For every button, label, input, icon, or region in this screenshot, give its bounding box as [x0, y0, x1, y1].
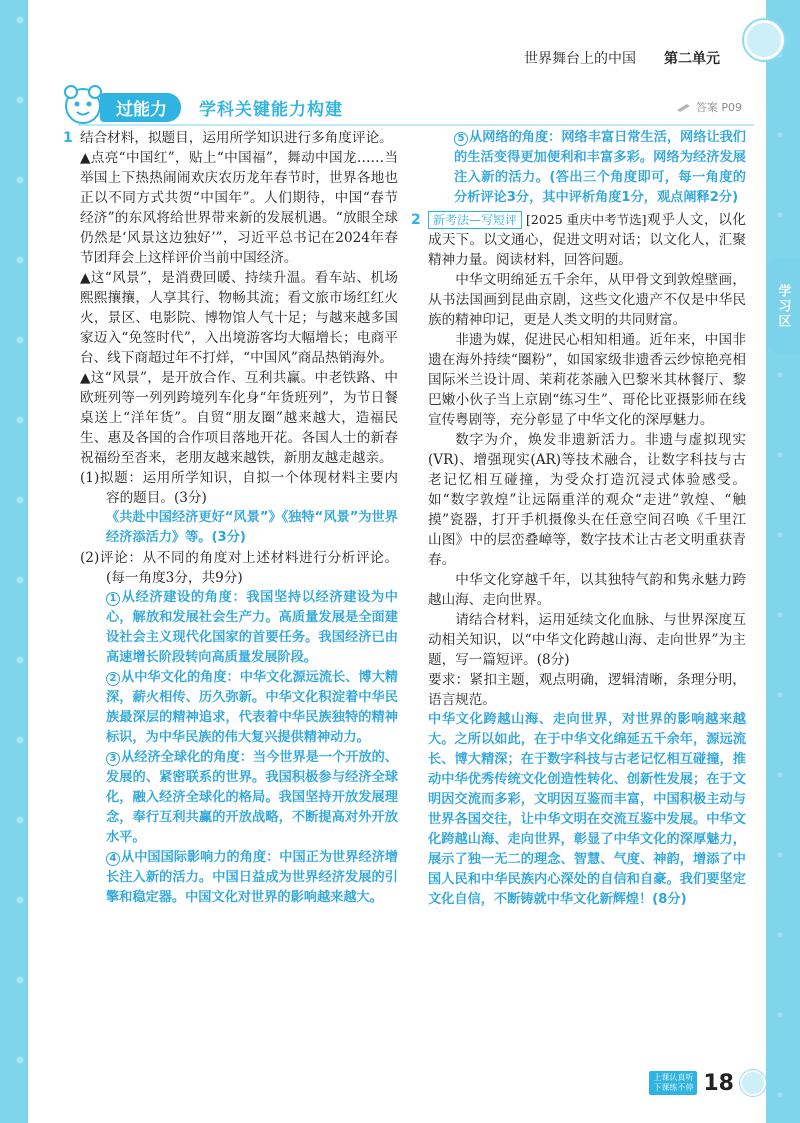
circled-number: 5: [454, 132, 468, 146]
q1-material-2: ▲这“风景”，是消费回暖、持续升温。看车站、机场熙熙攘攘，人享其行、物畅其流；看文旅市场红红火火，景区、电影院、博物馆人气十足；与越来越多国家迈入“免签时代”，入出境游客均大幅增长；电商平台、线下商超过年不打烊，“中国风”商品热销海外。: [80, 270, 398, 366]
section-title: 过能力: [100, 93, 181, 122]
section-subtitle: 学科关键能力构建: [199, 99, 343, 120]
footer-slogan: [649, 1071, 697, 1095]
circled-number: 4: [106, 852, 120, 866]
q2-material-2: 非遗为媒，促进民心相知相通。近年来，中国非遗在海外持续“圈粉”，如国家级非遗香云纱惊艳亮相国际米兰设计周、茉莉花茶融入巴黎米其林餐厅、黎巴嫩小伙子当上京剧“练习生”、哥伦比亚摄影师在线宣传粤剧等，充分彰显了中华文化的深厚魅力。: [428, 332, 746, 428]
q2-answer: 中华文化跨越山海、走向世界，对世界的影响越来越大。之所以如此，在于中华文化绵延五千余年，源远流长、博大精深；在于数字科技与古老记忆相互碰撞，推动中华优秀传统文化创造性转化、创新性发展；在于文明因交流而多彩，文明因互鉴而丰富，中国积极主动与世界各国交往，让中华文明在交流互鉴中发展。中华文化跨越山海、走向世界，彰显了中华文化的深厚魅力，展示了独一无二的理念、智慧、气度、神韵，增添了中国人民和中华民族内心深处的自信和自豪。我们要坚定文化自信，不断铸就中华文化新辉煌！(8分): [428, 712, 746, 907]
divider: [78, 124, 754, 126]
question-type-tag: 新考法—写短评: [428, 211, 522, 229]
q1-subquestion-2: (2)评论：从不同的角度对上述材料进行分析评论。(每一角度3分，共9分): [80, 550, 398, 586]
answer-reference: [676, 99, 742, 115]
circled-number: 2: [106, 672, 120, 686]
side-tab-study-area: 学习区: [766, 258, 800, 354]
section-heading: [60, 92, 760, 122]
pencil-icon: [676, 102, 692, 112]
answer-ref-text: 答案 P09: [695, 101, 742, 114]
badge-icon: [740, 1070, 766, 1096]
answer-text: 从网络的角度：网络丰富日常生活，网络让我们的生活变得更加便利和丰富多彩。网络为经济发展注入新的活力。(答出三个角度即可，每一角度的分析评论3分，其中评析角度1分，观点阐释2分): [454, 130, 746, 205]
answer-text: 从中华文化的角度：中华文化源远流长、博大精深，薪火相传、历久弥新。中华文化积淀着中华民族最深层的精神追求，代表着中华民族独特的精神标识，为中华民族的伟大复兴提供精神动力。: [106, 670, 398, 745]
page-number: 18: [703, 1070, 734, 1096]
unit-label: 第二单元: [664, 51, 720, 67]
left-column: [63, 128, 398, 908]
circled-number: 3: [106, 752, 120, 766]
q2-material-3: 数字为介，焕发非遗新活力。非遗与虚拟现实(VR)、增强现实(AR)等技术融合，让数字科技与古老记忆相互碰撞，为受众打造沉浸式体验感受。如“数字敦煌”让远隔重洋的观众“走进”敦煌、“触摸”瓷器，打开手机摄像头在任意空间召唤《千里江山图》中的层峦叠嶂等，数字技术让古老文明重获青春。: [428, 432, 746, 568]
q1-answer-2-point-2: [80, 668, 398, 748]
footer-slogan-line1: 上课认真听: [653, 1073, 694, 1082]
q1-stem: 结合材料，拟题目，运用所学知识进行多角度评论。: [80, 130, 393, 146]
q2-material-4: 中华文化穿越千年，以其独特气韵和隽永魅力跨越山海、走向世界。: [428, 572, 746, 608]
answer-text: 从经济建设的角度：我国坚持以经济建设为中心，解放和发展社会生产力。高质量发展是全面建设社会主义现代化国家的首要任务。我国经济已由高速增长阶段转向高质量发展阶段。: [106, 590, 398, 665]
right-column: [411, 128, 746, 910]
book-title: 世界舞台上的中国: [524, 51, 636, 67]
page-footer: [649, 1070, 766, 1096]
q1-answer-1: 《共赴中国经济更好“风景”》《独特“风景”为世界经济添活力》等。(3分): [106, 510, 398, 545]
mascot-icon: [60, 82, 106, 126]
q2-task: 请结合材料，运用延续文化血脉、与世界深度互动相关知识，以“中华文化跨越山海、走向世界”为主题，写一篇短评。(8分): [428, 612, 746, 668]
question-number-2: 2: [411, 212, 421, 228]
q1-answer-2-point-1: [80, 588, 398, 668]
answer-text: 从经济全球化的角度：当今世界是一个开放的、发展的、紧密联系的世界。我国积极参与经济全球化，融入经济全球化的格局。我国坚持开放发展理念，奉行互利共赢的开放战略，不断提高对外开放水平。: [106, 750, 398, 845]
question-number-1: 1: [63, 130, 73, 146]
running-header: [28, 38, 766, 78]
q2-intro-line: [428, 210, 746, 270]
answer-text: 从中国国际影响力的角度：中国正为世界经济增长注入新的活力。中国日益成为世界经济发展的引擎和稳定器。中国文化对世界的影响越来越大。: [106, 850, 398, 905]
q1-material-1: ▲点亮“中国红”，贴上“中国福”，舞动中国龙……当举国上下热热闹闹欢庆农历龙年春节时，世界各地也正以不同方式共贺“中国年”。人们期待，中国“春节经济”的东风将给世界带来新的发展机遇。“放眼全球仍然是‘风景这边独好’”，习近平总书记在2024年春节团拜会上这样评价当前中国经济。: [80, 150, 398, 266]
q1-answer-2-point-5: [428, 128, 746, 208]
q2-intro: 观乎人文，以化成天下。以文通心，促进文明对话；以文化人，汇聚精神力量。阅读材料，回答问题。: [428, 212, 746, 268]
q1-answer-2-point-3: [80, 748, 398, 848]
footer-slogan-line2: 下课练不停: [653, 1083, 694, 1092]
question-source: [2025 重庆中考节选]: [526, 212, 647, 227]
question-2: [411, 210, 746, 910]
q1-subquestion-1: (1)拟题：运用所学知识，自拟一个体现材料主要内容的题目。(3分): [80, 470, 398, 506]
q2-material-1: 中华文明绵延五千余年，从甲骨文到敦煌壁画，从书法国画到昆曲京剧，这些文化遗产不仅是中华民族的精神印记，更是人类文明的共同财富。: [428, 272, 746, 328]
q2-requirements: 要求：紧扣主题，观点明确，逻辑清晰，条理分明，语言规范。: [428, 672, 746, 708]
q1-answer-2-point-4: [80, 848, 398, 908]
q1-material-3: ▲这“风景”，是开放合作、互利共赢。中老铁路、中欧班列等一列列跨境列车化身“年货班列”，为节日餐桌送上“洋年货”。自贸“朋友圈”越来越大，造福民生、惠及各国的合作项目落地开花。各国人士的新春祝福纷至沓来，老朋友越来越铁，新朋友越走越亲。: [80, 370, 398, 466]
circled-number: 1: [106, 592, 120, 606]
